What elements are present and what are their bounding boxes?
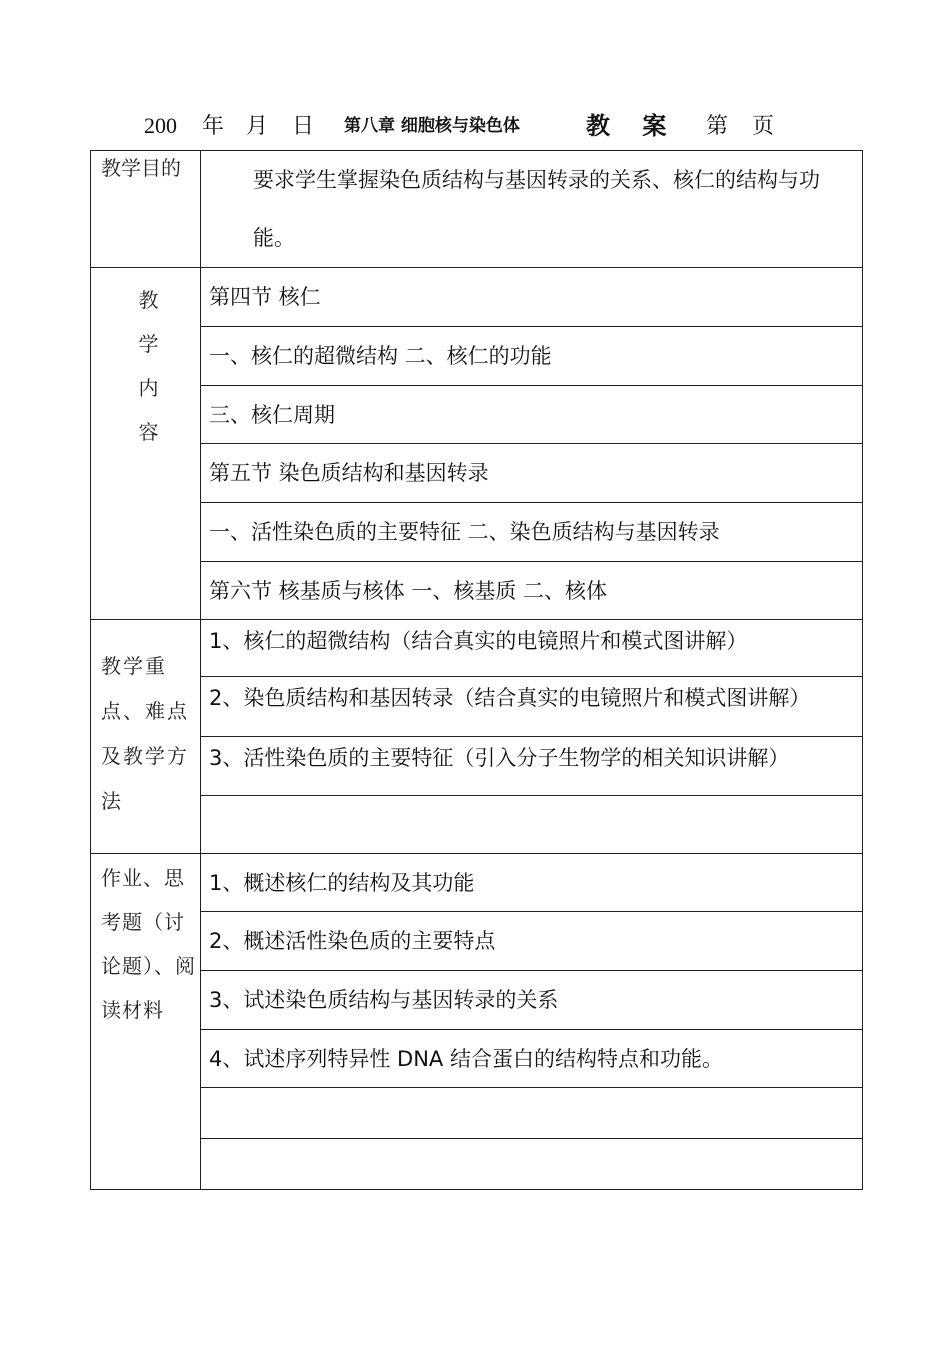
homework-row [91,971,863,1030]
content-label-char: 教 [138,288,159,312]
key-points-row [91,677,863,737]
homework-row [91,1088,863,1139]
header-day-label: 日 [292,113,315,138]
content-row [91,386,863,444]
content-row [91,327,863,386]
key-points-row [91,737,863,796]
homework-row [91,1030,863,1088]
purpose-label: 教学目的 [91,151,201,268]
key-points-cell: 3、活性染色质的主要特征（引入分子生物学的相关知识讲解） [201,737,863,796]
homework-row [91,1139,863,1190]
key-points-cell: 1、核仁的超微结构（结合真实的电镜照片和模式图讲解） [201,620,863,677]
key-points-label: 教学重点、难点及教学方法 [91,620,201,854]
key-points-row [91,796,863,854]
content-row [91,503,863,562]
purpose-text-content: 要求学生掌握染色质结构与基因转录的关系、核仁的结构与功能。 [253,168,820,250]
key-points-cell: 2、染色质结构和基因转录（结合真实的电镜照片和模式图讲解） [201,677,863,737]
content-label-char: 容 [138,420,159,444]
lesson-plan-table [90,150,863,1190]
content-cell: 三、核仁周期 [201,386,863,444]
content-cell: 一、活性染色质的主要特征 二、染色质结构与基因转录 [201,503,863,562]
homework-cell: 1、概述核仁的结构及其功能 [201,854,863,912]
homework-cell [201,1088,863,1139]
content-cell: 第五节 染色质结构和基因转录 [201,444,863,503]
header-year-label: 年 [202,113,225,138]
content-cell: 第六节 核基质与核体 一、核基质 二、核体 [201,562,863,620]
header-chapter: 第八章 细胞核与染色体 [344,116,520,136]
content-label-char: 内 [138,376,159,400]
header-page-prefix: 第 [706,113,729,138]
homework-cell: 2、概述活性染色质的主要特点 [201,912,863,971]
key-points-row [91,620,863,677]
content-row [91,268,863,327]
content-cell: 一、核仁的超微结构 二、核仁的功能 [201,327,863,386]
key-points-cell [201,796,863,854]
homework-cell [201,1139,863,1190]
header-title: 教 案 [586,112,679,140]
page-header [90,108,862,144]
homework-cell: 3、试述染色质结构与基因转录的关系 [201,971,863,1030]
content-row [91,562,863,620]
homework-row [91,912,863,971]
homework-label: 作业、思考题（讨论题）、阅读材料 [91,854,201,1190]
content-cell: 第四节 核仁 [201,268,863,327]
header-page-suffix: 页 [752,113,775,138]
homework-cell: 4、试述序列特异性 DNA 结合蛋白的结构特点和功能。 [201,1030,863,1088]
homework-row [91,854,863,912]
content-row [91,444,863,503]
header-year: 200 [144,113,177,138]
purpose-text [201,151,863,268]
header-month-label: 月 [246,113,269,138]
purpose-row [91,151,863,268]
content-label [91,268,201,620]
content-label-char: 学 [138,332,159,356]
